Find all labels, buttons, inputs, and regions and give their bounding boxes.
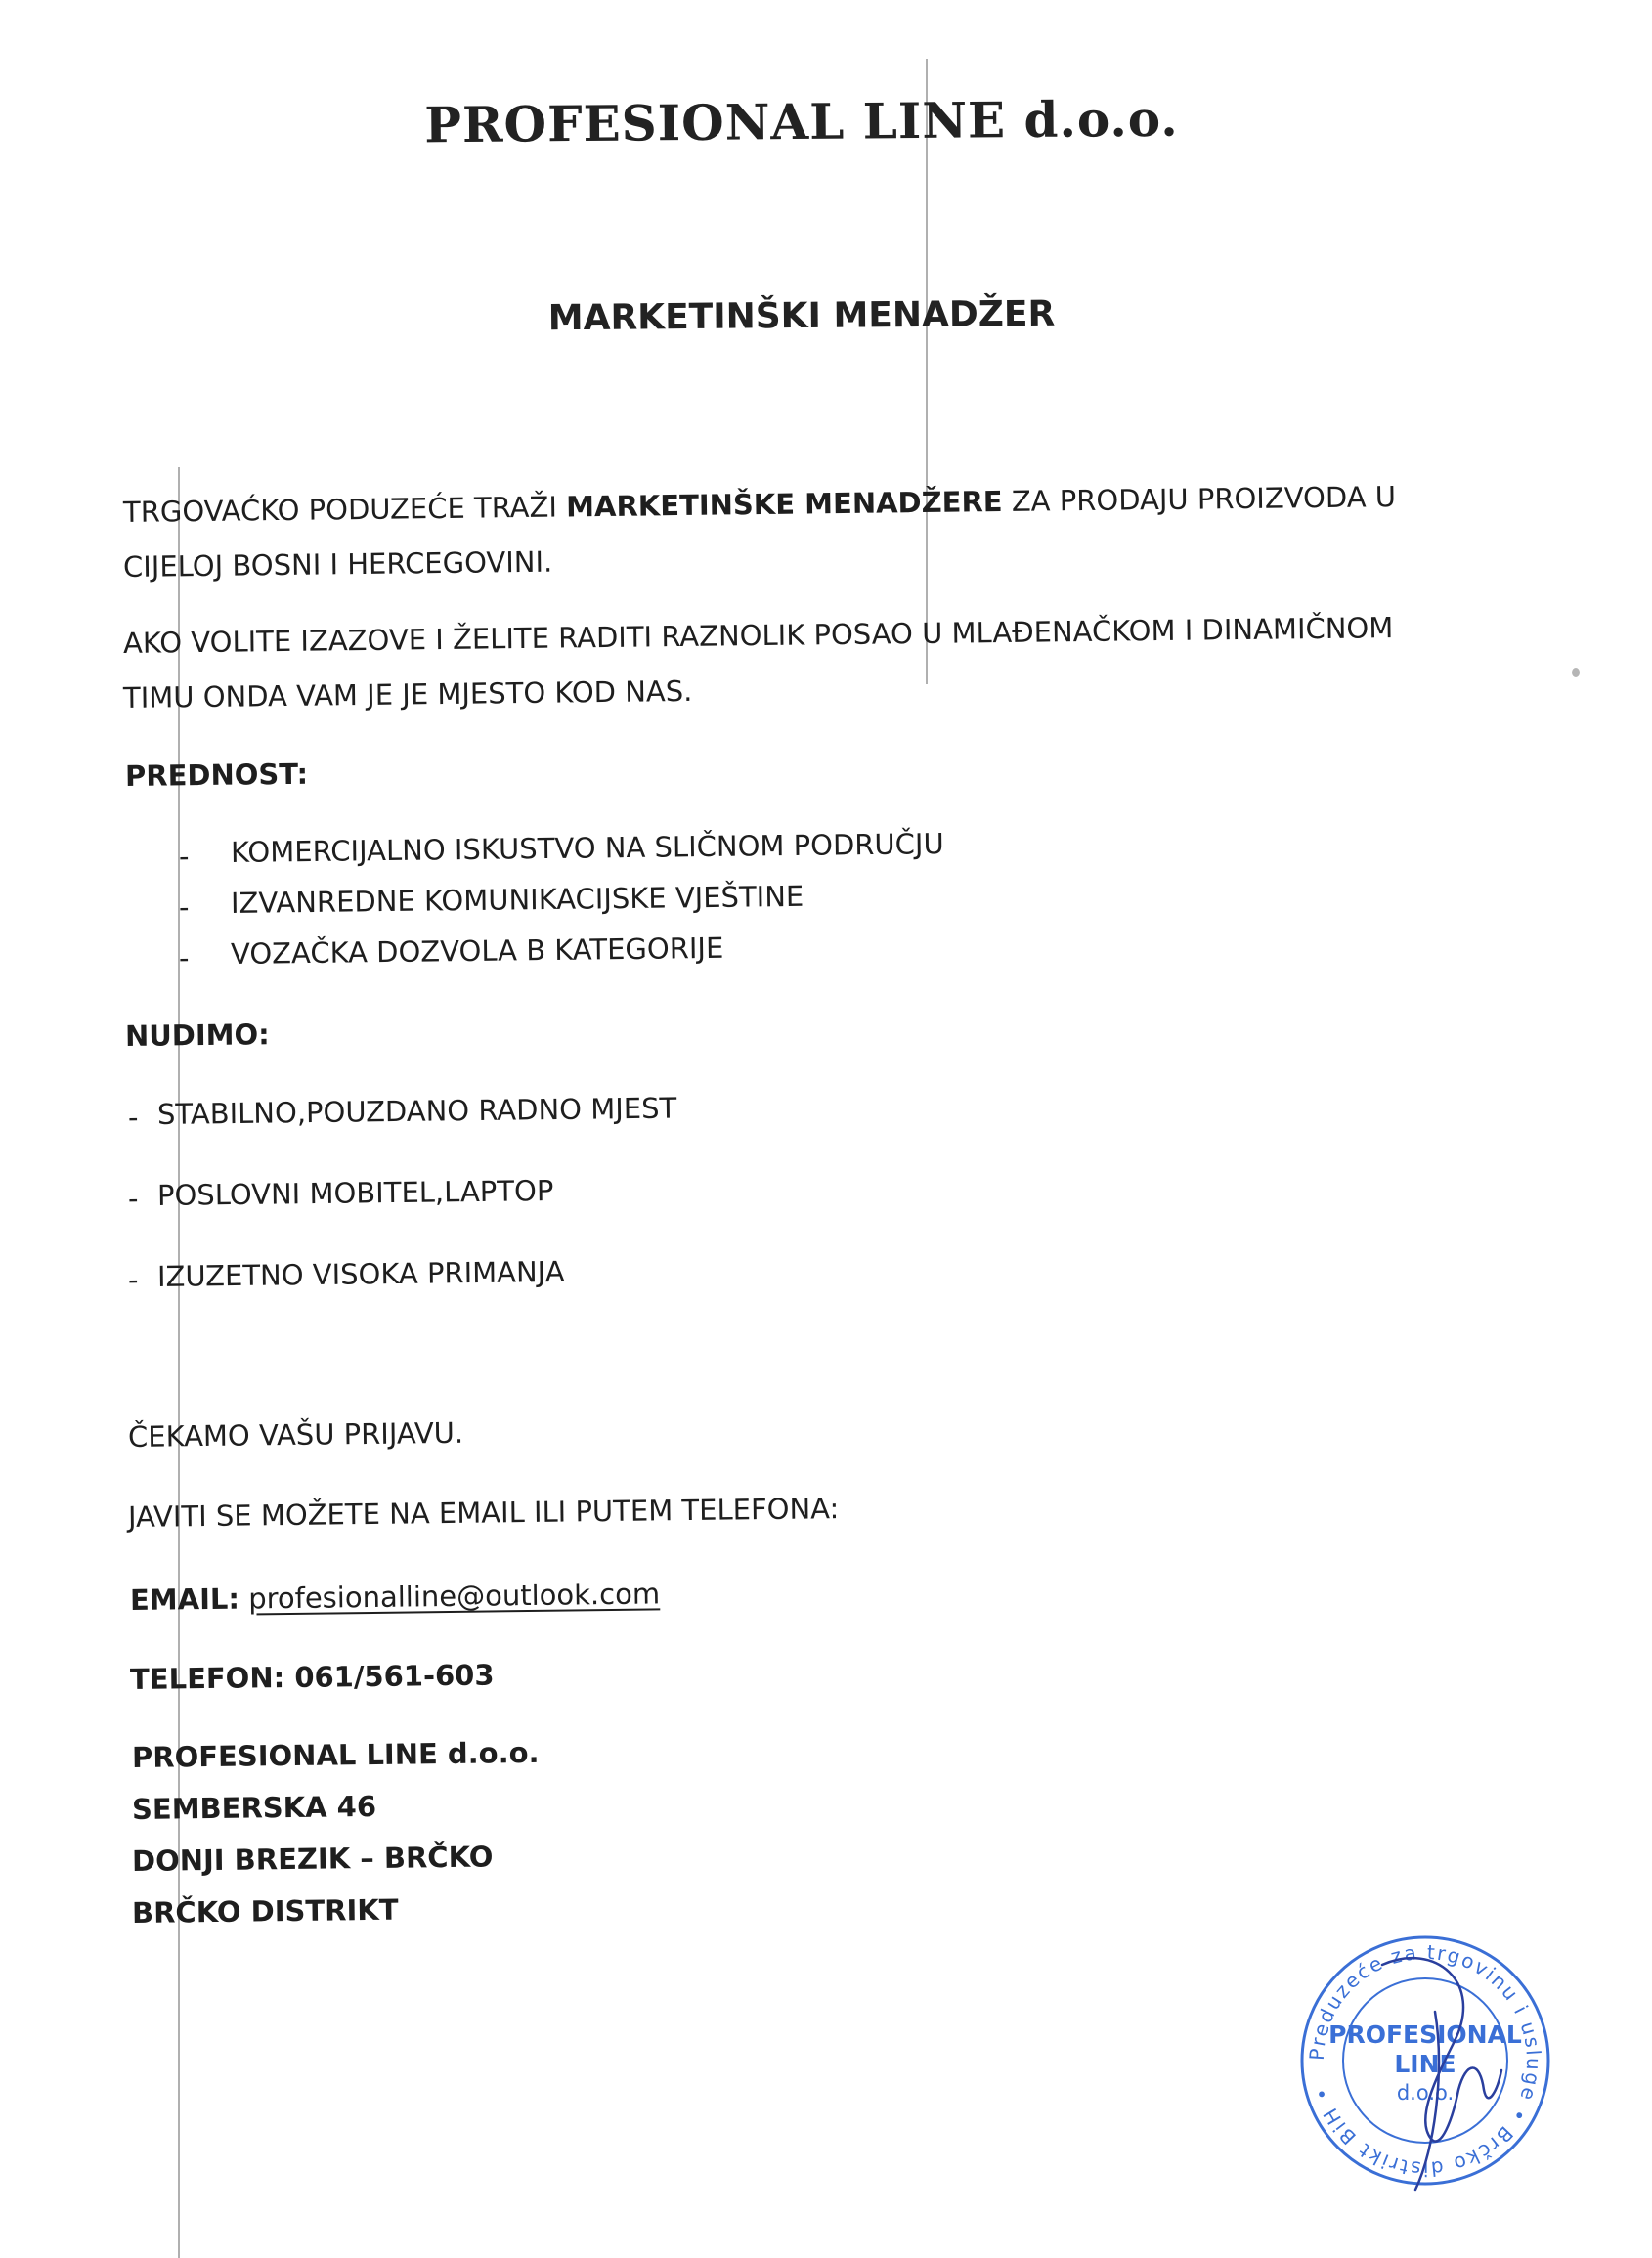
scan-artifact-line-middle [926, 59, 928, 684]
prednost-item: KOMERCIJALNO ISKUSTVO NA SLIČNOM PODRUČJU [230, 827, 944, 869]
nudimo-heading [125, 1018, 270, 1053]
stamp-ring-text: Preduzeće za trgovinu i usluge • Brčko distrikt BiH • [1304, 1939, 1546, 2182]
closing-line-1: ČEKAMO VAŠU PRIJAVU. [127, 1415, 464, 1454]
company-stamp [1288, 1924, 1562, 2197]
address-line: SEMBERSKA 46 [131, 1789, 377, 1826]
stamp-center-line-2: LINE [1394, 2050, 1456, 2078]
nudimo-item: IZUZETNO VISOKA PRIMANJA [156, 1254, 565, 1293]
nudimo-item: POSLOVNI MOBITEL,LAPTOP [156, 1174, 554, 1212]
prednost-item: IZVANREDNE KOMUNIKACIJSKE VJEŠTINE [230, 879, 804, 920]
intro-line-1 [123, 480, 1396, 529]
prednost-heading: PREDNOST: [124, 757, 309, 793]
intro-line-3: AKO VOLITE IZAZOVE I ŽELITE RADITI RAZNOLIK POSAO U MLAĐENAČKOM I DINAMIČNOM [122, 611, 1394, 660]
scan-artifact-line-left [178, 467, 180, 2258]
closing-line-2: JAVITI SE MOŽETE NA EMAIL ILI PUTEM TELEFONA: [127, 1492, 840, 1534]
address-line: DONJI BREZIK – BRČKO [131, 1840, 494, 1878]
prednost-item: VOZAČKA DOZVOLA B KATEGORIJE [230, 931, 724, 971]
address-line: PROFESIONAL LINE d.o.o. [131, 1735, 540, 1774]
email-line [130, 1577, 661, 1617]
stamp-center-line-1: PROFESIONAL [1328, 2020, 1522, 2049]
bullet-dash: - [127, 1262, 139, 1297]
phone-label: TELEFON: [129, 1661, 285, 1696]
stamp-center-line-3: d.o.o. [1396, 2081, 1455, 2105]
intro-line-1-bold: MARKETINŠKE MENADŽERE [565, 485, 1003, 524]
intro-line-1-prefix: TRGOVAĆKO PODUZEĆE TRAŽI [122, 490, 567, 529]
nudimo-heading-text: NUDIMO: [124, 1018, 270, 1053]
address-line: BRČKO DISTRIKT [131, 1892, 399, 1930]
job-title: MARKETINŠKI MENADŽER [547, 293, 1056, 339]
bullet-dash: - [178, 890, 190, 925]
company-header: PROFESIONAL LINE d.o.o. [424, 89, 1179, 154]
bullet-dash: - [127, 1100, 139, 1135]
bullet-dash: - [127, 1181, 139, 1216]
bullet-dash: - [178, 839, 190, 874]
phone-line [130, 1658, 495, 1696]
scan-speck [1572, 668, 1580, 677]
intro-line-4: TIMU ONDA VAM JE JE MJESTO KOD NAS. [122, 673, 693, 715]
email-link[interactable]: profesionalline@outlook.com [247, 1577, 661, 1616]
phone-value: 061/561-603 [294, 1658, 495, 1694]
email-label: EMAIL: [129, 1582, 240, 1617]
intro-line-2: CIJELOJ BOSNI I HERCEGOVINI. [122, 544, 553, 584]
nudimo-item: STABILNO,POUZDANO RADNO MJEST [156, 1091, 677, 1131]
intro-line-1-suffix: ZA PRODAJU PROIZVODA U [1002, 480, 1397, 519]
bullet-dash: - [178, 940, 190, 976]
